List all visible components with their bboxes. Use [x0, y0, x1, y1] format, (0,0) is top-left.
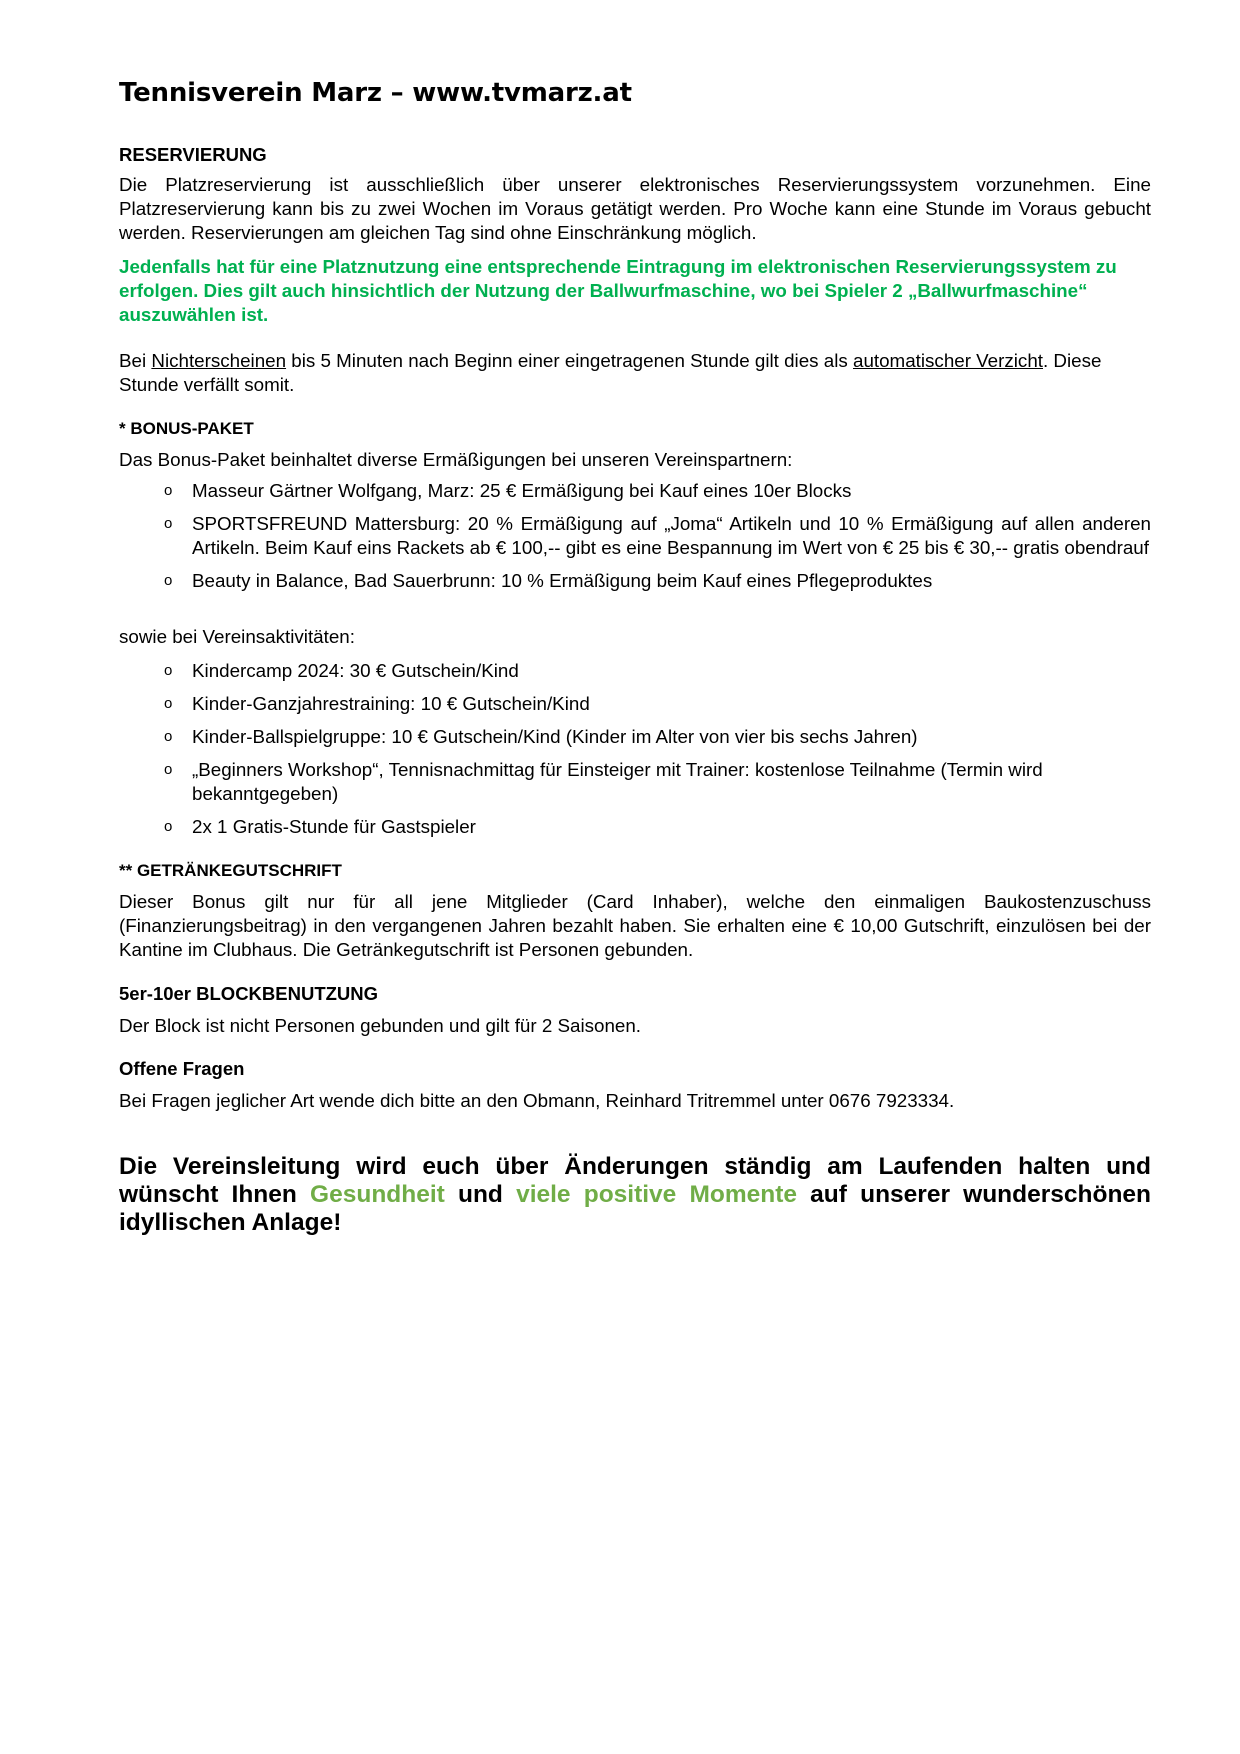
getraenke-text: Dieser Bonus gilt nur für all jene Mitglieder (Card Inhaber), welche den einmaligen Baukostenzuschuss (Finanzierungsbeitrag) in den vergangenen Jahren bezahlt haben. Sie erhalten eine € 10,00 Gutschrift, einzulösen bei der Kantine im Clubhaus. Die Getränkegutschrift ist Personen gebunden. — [119, 891, 1151, 960]
bullet-icon: o — [164, 572, 173, 589]
list-item — [119, 692, 1151, 716]
activity-text: „Beginners Workshop“, Tennisnachmittag für Einsteiger mit Trainer: kostenlose Teilnahme (Termin wird bekanntgegeben) — [192, 759, 1043, 804]
no-show-text-1: Bei — [119, 350, 152, 371]
fragen-text: Bei Fragen jeglicher Art wende dich bitte an den Obmann, Reinhard Tritremmel unter 0676 7923334. — [119, 1090, 955, 1111]
fragen-heading: Offene Fragen — [119, 1058, 245, 1079]
document-content — [119, 76, 1151, 1237]
getraenke-section — [119, 859, 1151, 962]
partner-text: Masseur Gärtner Wolfgang, Marz: 25 € Ermäßigung bei Kauf eines 10er Blocks — [192, 480, 852, 501]
list-item — [119, 758, 1151, 806]
list-item — [119, 659, 1151, 683]
closing-green-2: viele positive Momente — [516, 1181, 798, 1208]
list-item — [119, 512, 1151, 560]
bullet-icon: o — [164, 515, 173, 532]
block-section — [119, 982, 1151, 1038]
reservierung-section — [119, 143, 1151, 397]
block-heading: 5er-10er BLOCKBENUTZUNG — [119, 983, 379, 1004]
reservierung-heading: RESERVIERUNG — [119, 144, 267, 165]
no-show-text-3: . Diese Stunde verfällt somit. — [119, 350, 1102, 395]
no-show-text-2: bis 5 Minuten nach Beginn einer eingetragenen Stunde gilt dies als — [286, 350, 853, 371]
activity-text: Kinder-Ballspielgruppe: 10 € Gutschein/Kind (Kinder im Alter von vier bis sechs Jahren) — [192, 726, 918, 747]
list-item — [119, 479, 1151, 503]
bullet-icon: o — [164, 662, 173, 679]
bullet-icon: o — [164, 728, 173, 745]
closing-statement — [119, 1153, 1151, 1237]
fragen-section — [119, 1057, 1151, 1113]
bullet-icon: o — [164, 695, 173, 712]
list-item — [119, 569, 1151, 593]
no-show-term-2: automatischer Verzicht — [853, 350, 1043, 371]
closing-text-1: Die Vereinsleitung wird euch über Änderungen ständig am Laufenden halten und wünscht Ihnen — [119, 1153, 1151, 1208]
closing-text-2: und — [444, 1181, 517, 1208]
partner-text: SPORTSFREUND Mattersburg: 20 % Ermäßigung auf „Joma“ Artikeln und 10 % Ermäßigung auf allen anderen Artikeln. Beim Kauf eins Rackets ab € 100,-- gibt es eine Bespannung im Wert von € 25 bis € 30,-- gratis obendrauf — [192, 513, 1151, 558]
reservierung-text: Die Platzreservierung ist ausschließlich über unserer elektronisches Reservierungssystem vorzunehmen. Eine Platzreservierung kann bis zu zwei Wochen im Voraus getätigt werden. Pro Woche kann eine Stunde im Voraus gebucht werden. Reservierungen am gleichen Tag sind ohne Einschränkung möglich. — [119, 174, 1151, 243]
block-text: Der Block ist nicht Personen gebunden und gilt für 2 Saisonen. — [119, 1015, 642, 1036]
activities-intro: sowie bei Vereinsaktivitäten: — [119, 626, 355, 647]
list-item — [119, 725, 1151, 749]
no-show-paragraph — [119, 349, 1151, 397]
reservierung-highlight: Jedenfalls hat für eine Platznutzung eine entsprechende Eintragung im elektronischen Reservierungssystem zu erfolgen. Dies gilt auch hinsichtlich der Nutzung der Ballwurfmaschine, wo bei Spieler 2 „Ballwurfmaschine“ auszuwählen ist. — [119, 256, 1117, 325]
page-title: Tennisverein Marz – www.tvmarz.at — [119, 78, 632, 108]
activity-text: Kindercamp 2024: 30 € Gutschein/Kind — [192, 660, 519, 681]
bonus-intro: Das Bonus-Paket beinhaltet diverse Ermäßigungen bei unseren Vereinspartnern: — [119, 449, 793, 470]
partner-list — [119, 479, 1151, 593]
activity-list — [119, 659, 1151, 839]
bonus-section — [119, 417, 1151, 839]
getraenke-heading: ** GETRÄNKEGUTSCHRIFT — [119, 861, 342, 880]
partner-text: Beauty in Balance, Bad Sauerbrunn: 10 % Ermäßigung beim Kauf eines Pflegeproduktes — [192, 570, 933, 591]
bullet-icon: o — [164, 761, 173, 778]
activity-text: 2x 1 Gratis-Stunde für Gastspieler — [192, 816, 476, 837]
closing-green-1: Gesundheit — [310, 1181, 445, 1208]
no-show-term: Nichterscheinen — [151, 350, 287, 371]
bullet-icon: o — [164, 482, 173, 499]
bullet-icon: o — [164, 818, 173, 835]
list-item — [119, 815, 1151, 839]
closing-text-3: auf unserer wunderschönen idyllischen Anlage! — [119, 1181, 1152, 1236]
bonus-heading: * BONUS-PAKET — [119, 419, 254, 438]
activity-text: Kinder-Ganzjahrestraining: 10 € Gutschein/Kind — [192, 693, 590, 714]
